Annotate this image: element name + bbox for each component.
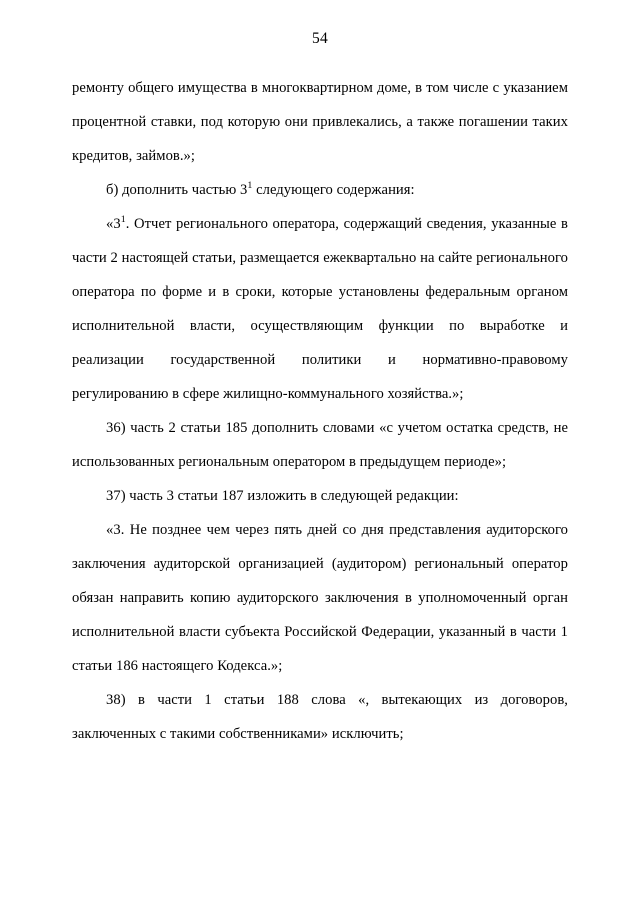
superscript-marker: 1	[120, 213, 126, 225]
paragraph-item-38: 38) в части 1 статьи 188 слова «, вытекающих из договоров, заключенных с такими собственниками» исключить;	[72, 691, 568, 742]
superscript-marker: 1	[247, 179, 253, 191]
paragraph-item-37: 37) часть 3 статьи 187 изложить в следующей редакции:	[106, 487, 459, 504]
paragraph-quote-3: «3. Не позднее чем через пять дней со дня представления аудиторского заключения аудиторской организацией (аудитором) региональный оператор обязан направить копию аудиторского заключения в уполномоченный орган исполнительной власти субъекта Российской Федерации, указанный в части 1 статьи 186 настоящего Кодекса.»;	[72, 521, 568, 674]
paragraph-item-b-text-after: следующего содержания:	[252, 181, 415, 198]
paragraph-quote-text-after: . Отчет регионального оператора, содержащий сведения, указанные в части 2 настоящей статьи, размещается ежеквартально на сайте регионального оператора по форме и в сроки, которые установлены федеральным органом исполнительной власти, осуществляющим функции по выработке и реализации государственной политики и нормативно-правовому регулированию в сфере жилищно-коммунального хозяйства.»;	[72, 215, 568, 402]
paragraph-continuation: ремонту общего имущества в многоквартирном доме, в том числе с указанием процентной ставки, под которую они привлекались, а также погашении таких кредитов, займов.»;	[72, 79, 568, 164]
paragraph-item-36: 36) часть 2 статьи 185 дополнить словами «с учетом остатка средств, не использованных региональным оператором в предыдущем периоде»;	[72, 419, 568, 470]
paragraph-item-b-text-before: б) дополнить частью 3	[106, 181, 248, 198]
paragraph-quote-3-1	[72, 207, 568, 411]
page-number: 54	[312, 30, 328, 47]
paragraph-item-b	[72, 173, 568, 207]
document-body	[72, 71, 568, 751]
paragraph-quote-text-before: «3	[106, 215, 121, 232]
